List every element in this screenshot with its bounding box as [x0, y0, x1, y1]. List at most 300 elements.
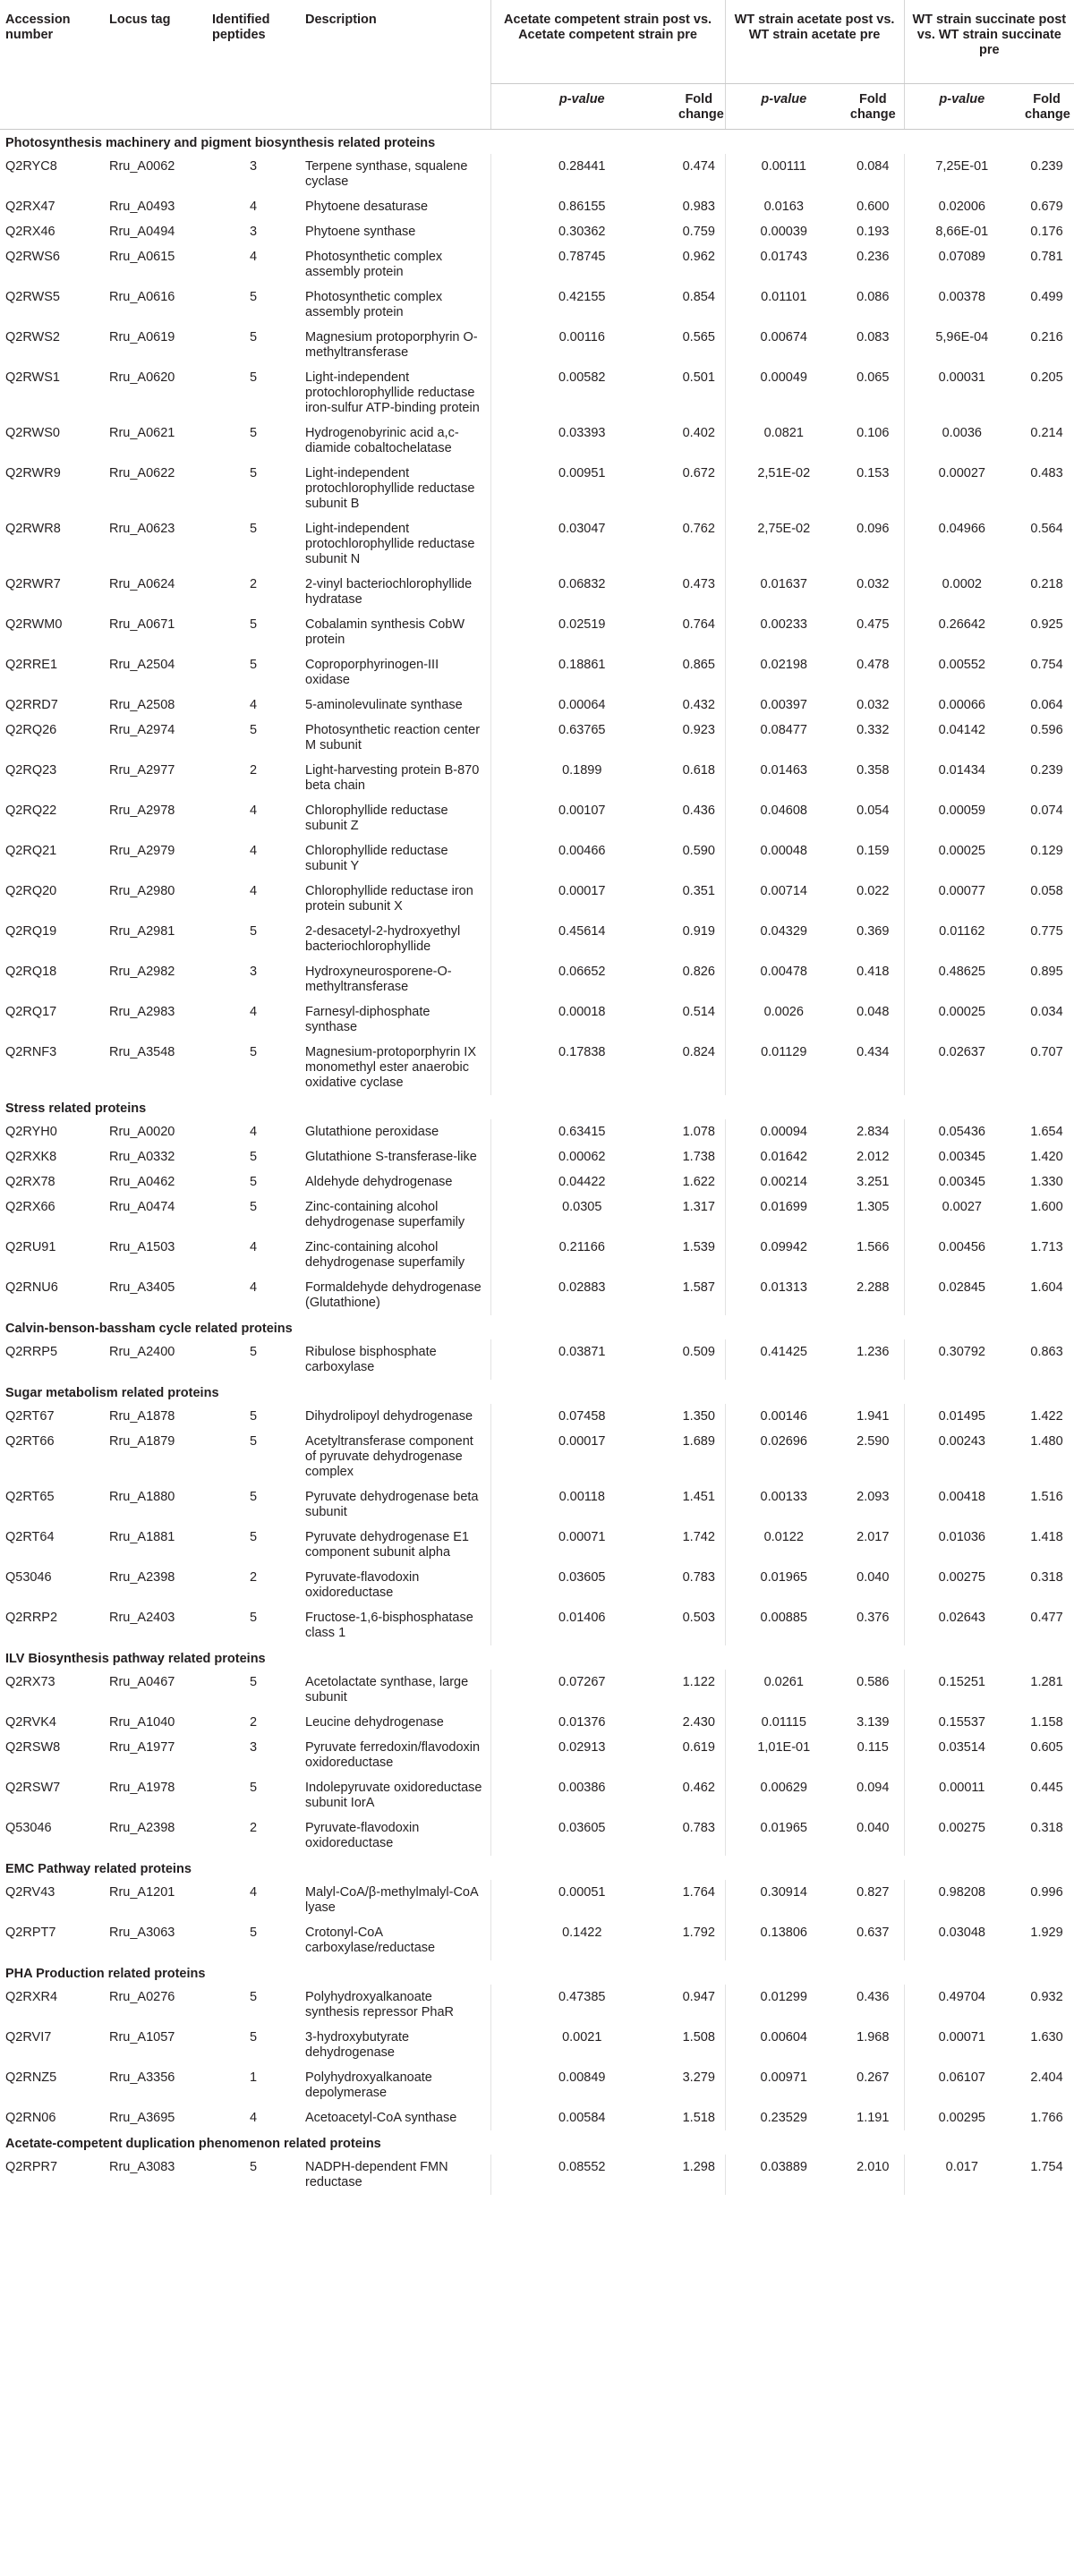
description-cell: Chlorophyllide reductase subunit Z [305, 803, 448, 833]
table-row [0, 285, 1074, 325]
description-cell: Pyruvate ferredoxin/flavodoxin oxidoreductase [305, 1740, 481, 1770]
locus-tag-cell: Rru_A0622 [109, 466, 175, 480]
section-header-row [0, 2130, 1074, 2155]
description-cell: 5-aminolevulinate synthase [305, 698, 463, 712]
fold-change-cell: 2.012 [857, 1150, 890, 1164]
fold-change-cell: 0.679 [1030, 200, 1063, 214]
description-cell: Dihydrolipoyl dehydrogenase [305, 1409, 473, 1424]
locus-tag-cell: Rru_A0621 [109, 426, 175, 440]
fold-change-cell: 1.078 [682, 1125, 715, 1139]
description-cell: Pyruvate-flavodoxin oxidoreductase [305, 1821, 420, 1850]
pvalue-cell: 0.00456 [904, 1235, 1019, 1275]
table-row [0, 194, 1074, 219]
fold-change-cell: 0.040 [857, 1570, 890, 1585]
accession-cell: Q2RWS6 [5, 250, 60, 264]
locus-tag-cell: Rru_A2981 [109, 924, 175, 939]
pvalue-cell: 0.00418 [904, 1484, 1019, 1525]
pvalue-cell: 7,25E-01 [904, 154, 1019, 194]
locus-tag-cell: Rru_A0493 [109, 200, 175, 214]
fold-change-cell: 0.596 [1030, 723, 1063, 737]
peptides-cell: 4 [249, 803, 258, 818]
table-row [0, 461, 1074, 516]
peptides-cell: 5 [249, 1045, 258, 1059]
table-row [0, 959, 1074, 999]
pvalue-cell: 0.02845 [904, 1275, 1019, 1315]
pvalue-cell: 0.04422 [490, 1169, 673, 1194]
fold-change-cell: 0.034 [1030, 1005, 1063, 1019]
fold-change-cell: 1.420 [1030, 1150, 1063, 1164]
peptides-cell: 5 [249, 1675, 258, 1689]
table-row [0, 516, 1074, 572]
description-cell: Aldehyde dehydrogenase [305, 1175, 453, 1189]
pvalue-cell: 0.98208 [904, 1880, 1019, 1920]
fold-change-cell: 0.754 [1030, 658, 1063, 672]
peptides-cell: 4 [249, 1885, 258, 1900]
description-cell: Polyhydroxyalkanoate depolymerase [305, 2070, 432, 2100]
locus-tag-cell: Rru_A1880 [109, 1490, 175, 1504]
fold-change-cell: 1.738 [682, 1150, 715, 1164]
pvalue-cell: 0.00378 [904, 285, 1019, 325]
table-row [0, 421, 1074, 461]
description-cell: Malyl-CoA/β-methylmalyl-CoA lyase [305, 1885, 478, 1915]
description-cell: Acetoacetyl-CoA synthase [305, 2111, 457, 2125]
fold-change-cell: 0.462 [682, 1781, 715, 1795]
table-row [0, 1920, 1074, 1960]
fold-change-cell: 0.775 [1030, 924, 1063, 939]
pvalue-cell: 0.01162 [904, 919, 1019, 959]
table-row [0, 1339, 1074, 1380]
pvalue-cell: 0.26642 [904, 612, 1019, 652]
table-row [0, 1429, 1074, 1484]
fold-change-cell: 0.707 [1030, 1045, 1063, 1059]
accession-cell: Q2RWS2 [5, 330, 60, 344]
locus-tag-cell: Rru_A3695 [109, 2111, 175, 2125]
peptides-cell: 4 [249, 250, 258, 264]
table-row [0, 758, 1074, 798]
fold-change-cell: 0.605 [1030, 1740, 1063, 1755]
locus-tag-cell: Rru_A0620 [109, 370, 175, 385]
pvalue-cell: 0.0002 [904, 572, 1019, 612]
fold-change-cell: 0.129 [1030, 844, 1063, 858]
fold-change-cell: 1.587 [682, 1280, 715, 1295]
description-cell: Pyruvate-flavodoxin oxidoreductase [305, 1570, 420, 1600]
header-pvalue: p-value [904, 84, 1019, 130]
fold-change-cell: 0.499 [1030, 290, 1063, 304]
fold-change-cell: 1.518 [682, 2111, 715, 2125]
pvalue-cell: 0.00604 [725, 2025, 842, 2065]
fold-change-cell: 0.473 [682, 577, 715, 591]
pvalue-cell: 0.78745 [490, 244, 673, 285]
table-row [0, 652, 1074, 693]
peptides-cell: 1 [249, 2070, 258, 2085]
peptides-cell: 5 [249, 370, 258, 385]
peptides-cell: 5 [249, 658, 258, 672]
peptides-cell: 5 [249, 1926, 258, 1940]
fold-change-cell: 0.619 [682, 1740, 715, 1755]
fold-change-cell: 1.766 [1030, 2111, 1063, 2125]
pvalue-cell: 0.09942 [725, 1235, 842, 1275]
table-body [0, 130, 1074, 2196]
pvalue-cell: 0.00011 [904, 1775, 1019, 1815]
fold-change-cell: 0.332 [857, 723, 890, 737]
peptides-cell: 5 [249, 330, 258, 344]
pvalue-cell: 0.00031 [904, 365, 1019, 421]
fold-change-cell: 1.968 [857, 2030, 890, 2045]
fold-change-cell: 0.477 [1030, 1611, 1063, 1625]
accession-cell: Q2RXR4 [5, 1990, 58, 2004]
accession-cell: Q2RNU6 [5, 1280, 58, 1295]
description-cell: Polyhydroxyalkanoate synthesis repressor PhaR [305, 1990, 455, 2019]
pvalue-cell: 0.00295 [904, 2105, 1019, 2130]
accession-cell: Q2RX78 [5, 1175, 55, 1189]
fold-change-cell: 0.590 [682, 844, 715, 858]
fold-change-cell: 0.065 [857, 370, 890, 385]
pvalue-cell: 0.63765 [490, 718, 673, 758]
fold-change-cell: 0.445 [1030, 1781, 1063, 1795]
locus-tag-cell: Rru_A0332 [109, 1150, 175, 1164]
fold-change-cell: 1.422 [1030, 1409, 1063, 1424]
peptides-cell: 5 [249, 1611, 258, 1625]
pvalue-cell: 0.0163 [725, 194, 842, 219]
table-row [0, 154, 1074, 194]
pvalue-cell: 0.01743 [725, 244, 842, 285]
fold-change-cell: 0.501 [682, 370, 715, 385]
fold-change-cell: 0.214 [1030, 426, 1063, 440]
fold-change-cell: 1.941 [857, 1409, 890, 1424]
fold-change-cell: 0.115 [857, 1740, 889, 1755]
pvalue-cell: 0.00027 [904, 461, 1019, 516]
fold-change-cell: 0.418 [857, 965, 890, 979]
fold-change-cell: 0.096 [857, 522, 890, 536]
pvalue-cell: 0.01699 [725, 1194, 842, 1235]
fold-change-cell: 0.478 [857, 658, 890, 672]
fold-change-cell: 2.590 [857, 1434, 890, 1449]
header-fold-change: Fold change [842, 84, 904, 130]
table-row [0, 2105, 1074, 2130]
locus-tag-cell: Rru_A2974 [109, 723, 175, 737]
pvalue-cell: 0.01637 [725, 572, 842, 612]
table-row [0, 1235, 1074, 1275]
accession-cell: Q2RQ18 [5, 965, 57, 979]
fold-change-cell: 0.236 [857, 250, 890, 264]
fold-change-cell: 1.516 [1030, 1490, 1063, 1504]
pvalue-cell: 0.00071 [490, 1525, 673, 1565]
description-cell: Terpene synthase, squalene cyclase [305, 159, 468, 189]
fold-change-cell: 1.330 [1030, 1175, 1063, 1189]
fold-change-cell: 0.402 [682, 426, 715, 440]
accession-cell: Q2RQ17 [5, 1005, 57, 1019]
accession-cell: Q2RU91 [5, 1240, 56, 1254]
accession-cell: Q2RQ23 [5, 763, 57, 778]
fold-change-cell: 0.434 [857, 1045, 890, 1059]
accession-cell: Q2RT66 [5, 1434, 55, 1449]
pvalue-cell: 0.01965 [725, 1565, 842, 1605]
accession-cell: Q2RV43 [5, 1885, 55, 1900]
fold-change-cell: 0.032 [857, 577, 890, 591]
pvalue-cell: 0.03047 [490, 516, 673, 572]
fold-change-cell: 0.436 [857, 1990, 890, 2004]
fold-change-cell: 0.239 [1030, 159, 1063, 174]
peptides-cell: 3 [249, 1740, 258, 1755]
fold-change-cell: 0.040 [857, 1821, 890, 1835]
pvalue-cell: 0.01101 [725, 285, 842, 325]
locus-tag-cell: Rru_A0474 [109, 1200, 175, 1214]
fold-change-cell: 1.236 [857, 1345, 890, 1359]
fold-change-cell: 1.600 [1030, 1200, 1063, 1214]
fold-change-cell: 0.996 [1030, 1885, 1063, 1900]
pvalue-cell: 2,75E-02 [725, 516, 842, 572]
accession-cell: Q2RRE1 [5, 658, 58, 672]
fold-change-cell: 0.826 [682, 965, 715, 979]
pvalue-cell: 0.03871 [490, 1339, 673, 1380]
description-cell: Cobalamin synthesis CobW protein [305, 617, 465, 647]
table-row [0, 798, 1074, 838]
locus-tag-cell: Rru_A3083 [109, 2160, 175, 2174]
locus-tag-cell: Rru_A1201 [109, 1885, 175, 1900]
fold-change-cell: 0.618 [682, 763, 715, 778]
section-header-row [0, 1095, 1074, 1119]
pvalue-cell: 0.02643 [904, 1605, 1019, 1645]
accession-cell: Q53046 [5, 1821, 52, 1835]
fold-change-cell: 0.351 [682, 884, 715, 898]
description-cell: Magnesium protoporphyrin O-methyltransferase [305, 330, 478, 360]
pvalue-cell: 0.0021 [490, 2025, 673, 2065]
fold-change-cell: 0.216 [1030, 330, 1063, 344]
table-row [0, 879, 1074, 919]
description-cell: Indolepyruvate oxidoreductase subunit IorA [305, 1781, 482, 1810]
fold-change-cell: 0.159 [857, 844, 890, 858]
locus-tag-cell: Rru_A2978 [109, 803, 175, 818]
peptides-cell: 5 [249, 1200, 258, 1214]
section-title: Photosynthesis machinery and pigment biosynthesis related proteins [5, 136, 436, 150]
peptides-cell: 4 [249, 1280, 258, 1295]
peptides-cell: 5 [249, 1990, 258, 2004]
fold-change-cell: 1.539 [682, 1240, 715, 1254]
accession-cell: Q2RNZ5 [5, 2070, 57, 2085]
pvalue-cell: 0.00885 [725, 1605, 842, 1645]
fold-change-cell: 0.509 [682, 1345, 715, 1359]
fold-change-cell: 1.451 [682, 1490, 715, 1504]
header-group-wt-acetate: WT strain acetate post vs. WT strain acetate pre [725, 0, 904, 84]
peptides-cell: 3 [249, 159, 258, 174]
fold-change-cell: 1.305 [857, 1200, 890, 1214]
pvalue-cell: 1,01E-01 [725, 1735, 842, 1775]
description-cell: Acetyltransferase component of pyruvate dehydrogenase complex [305, 1434, 473, 1479]
accession-cell: Q2RSW8 [5, 1740, 61, 1755]
accession-cell: Q2RQ20 [5, 884, 57, 898]
pvalue-cell: 0.01115 [725, 1710, 842, 1735]
pvalue-cell: 0.00951 [490, 461, 673, 516]
accession-cell: Q2RWM0 [5, 617, 63, 632]
pvalue-cell: 0.00017 [490, 1429, 673, 1484]
locus-tag-cell: Rru_A2398 [109, 1570, 175, 1585]
locus-tag-cell: Rru_A1057 [109, 2030, 175, 2045]
description-cell: Light-independent protochlorophyllide reductase subunit B [305, 466, 475, 511]
fold-change-cell: 0.600 [857, 200, 890, 214]
fold-change-cell: 1.792 [682, 1926, 715, 1940]
description-cell: Glutathione peroxidase [305, 1125, 439, 1139]
pvalue-cell: 0.07089 [904, 244, 1019, 285]
pvalue-cell: 0.01463 [725, 758, 842, 798]
fold-change-cell: 0.762 [682, 522, 715, 536]
pvalue-cell: 0.00111 [725, 154, 842, 194]
pvalue-cell: 0.00478 [725, 959, 842, 999]
table-row [0, 1169, 1074, 1194]
section-header-row [0, 1645, 1074, 1670]
fold-change-cell: 0.084 [857, 159, 890, 174]
peptides-cell: 5 [249, 1175, 258, 1189]
pvalue-cell: 0.1899 [490, 758, 673, 798]
pvalue-cell: 0.00025 [904, 838, 1019, 879]
fold-change-cell: 1.622 [682, 1175, 715, 1189]
peptides-cell: 5 [249, 1490, 258, 1504]
fold-change-cell: 0.483 [1030, 466, 1063, 480]
locus-tag-cell: Rru_A0616 [109, 290, 175, 304]
pvalue-cell: 0.02913 [490, 1735, 673, 1775]
pvalue-cell: 0.03393 [490, 421, 673, 461]
fold-change-cell: 0.824 [682, 1045, 715, 1059]
description-cell: Hydrogenobyrinic acid a,c-diamide cobaltochelatase [305, 426, 459, 455]
header-pvalue: p-value [725, 84, 842, 130]
locus-tag-cell: Rru_A2403 [109, 1611, 175, 1625]
fold-change-cell: 1.508 [682, 2030, 715, 2045]
pvalue-cell: 0.07267 [490, 1670, 673, 1710]
table-row [0, 572, 1074, 612]
pvalue-cell: 0.30792 [904, 1339, 1019, 1380]
header-group-wt-succinate: WT strain succinate post vs. WT strain succinate pre [904, 0, 1074, 84]
pvalue-cell: 0.00243 [904, 1429, 1019, 1484]
accession-cell: Q53046 [5, 1570, 52, 1585]
accession-cell: Q2RQ22 [5, 803, 57, 818]
pvalue-cell: 0.00629 [725, 1775, 842, 1815]
pvalue-cell: 0.00275 [904, 1565, 1019, 1605]
fold-change-cell: 0.564 [1030, 522, 1063, 536]
fold-change-cell: 0.369 [857, 924, 890, 939]
locus-tag-cell: Rru_A2504 [109, 658, 175, 672]
peptides-cell: 2 [249, 1821, 258, 1835]
locus-tag-cell: Rru_A0467 [109, 1675, 175, 1689]
table-row [0, 365, 1074, 421]
pvalue-cell: 0.30362 [490, 219, 673, 244]
peptides-cell: 5 [249, 2030, 258, 2045]
fold-change-cell: 0.637 [857, 1926, 890, 1940]
pvalue-cell: 0.21166 [490, 1235, 673, 1275]
pvalue-cell: 0.42155 [490, 285, 673, 325]
locus-tag-cell: Rru_A1878 [109, 1409, 175, 1424]
pvalue-cell: 0.00214 [725, 1169, 842, 1194]
pvalue-cell: 0.00062 [490, 1144, 673, 1169]
pvalue-cell: 0.03514 [904, 1735, 1019, 1775]
fold-change-cell: 0.475 [857, 617, 890, 632]
locus-tag-cell: Rru_A0671 [109, 617, 175, 632]
accession-cell: Q2RX46 [5, 225, 55, 239]
accession-cell: Q2RWR7 [5, 577, 61, 591]
pvalue-cell: 0.00049 [725, 365, 842, 421]
pvalue-cell: 0.02637 [904, 1040, 1019, 1095]
fold-change-cell: 0.783 [682, 1821, 715, 1835]
description-cell: Coproporphyrinogen-III oxidase [305, 658, 439, 687]
pvalue-cell: 0.04966 [904, 516, 1019, 572]
pvalue-cell: 0.03048 [904, 1920, 1019, 1960]
peptides-cell: 4 [249, 884, 258, 898]
locus-tag-cell: Rru_A0462 [109, 1175, 175, 1189]
pvalue-cell: 0.15251 [904, 1670, 1019, 1710]
pvalue-cell: 0.41425 [725, 1339, 842, 1380]
section-header-row [0, 1380, 1074, 1404]
peptides-cell: 5 [249, 617, 258, 632]
header-pvalue: p-value [490, 84, 673, 130]
pvalue-cell: 0.00849 [490, 2065, 673, 2105]
pvalue-cell: 0.01299 [725, 1985, 842, 2025]
table-row [0, 1775, 1074, 1815]
pvalue-cell: 0.03605 [490, 1565, 673, 1605]
fold-change-cell: 0.672 [682, 466, 715, 480]
pvalue-cell: 0.00386 [490, 1775, 673, 1815]
fold-change-cell: 0.923 [682, 723, 715, 737]
accession-cell: Q2RQ21 [5, 844, 57, 858]
pvalue-cell: 0.02198 [725, 652, 842, 693]
pvalue-cell: 5,96E-04 [904, 325, 1019, 365]
locus-tag-cell: Rru_A1040 [109, 1715, 175, 1730]
accession-cell: Q2RWR8 [5, 522, 61, 536]
locus-tag-cell: Rru_A3356 [109, 2070, 175, 2085]
pvalue-cell: 0.00233 [725, 612, 842, 652]
locus-tag-cell: Rru_A0062 [109, 159, 175, 174]
header-locus-tag: Locus tag [104, 0, 207, 130]
fold-change-cell: 0.358 [857, 763, 890, 778]
description-cell: Fructose-1,6-bisphosphatase class 1 [305, 1611, 473, 1640]
description-cell: Chlorophyllide reductase subunit Y [305, 844, 448, 873]
pvalue-cell: 0.07458 [490, 1404, 673, 1429]
pvalue-cell: 0.04608 [725, 798, 842, 838]
table-row [0, 2025, 1074, 2065]
fold-change-cell: 2.093 [857, 1490, 890, 1504]
table-header [0, 0, 1074, 130]
table-row [0, 244, 1074, 285]
fold-change-cell: 0.193 [857, 225, 890, 239]
table-row [0, 1605, 1074, 1645]
fold-change-cell: 1.298 [682, 2160, 715, 2174]
locus-tag-cell: Rru_A1977 [109, 1740, 175, 1755]
table-row [0, 1985, 1074, 2025]
peptides-cell: 5 [249, 2160, 258, 2174]
fold-change-cell: 3.139 [857, 1715, 890, 1730]
fold-change-cell: 0.436 [682, 803, 715, 818]
pvalue-cell: 0.00018 [490, 999, 673, 1040]
pvalue-cell: 0.0036 [904, 421, 1019, 461]
description-cell: Phytoene synthase [305, 225, 416, 239]
fold-change-cell: 0.083 [857, 330, 890, 344]
pvalue-cell: 0.45614 [490, 919, 673, 959]
table-row [0, 2065, 1074, 2105]
description-cell: Photosynthetic complex assembly protein [305, 250, 443, 279]
pvalue-cell: 0.00051 [490, 1880, 673, 1920]
pvalue-cell: 0.01036 [904, 1525, 1019, 1565]
description-cell: Pyruvate dehydrogenase E1 component subunit alpha [305, 1530, 469, 1560]
fold-change-cell: 0.022 [857, 884, 890, 898]
description-cell: Photosynthetic reaction center M subunit [305, 723, 481, 752]
locus-tag-cell: Rru_A2979 [109, 844, 175, 858]
peptides-cell: 5 [249, 1150, 258, 1164]
pvalue-cell: 0.00071 [904, 2025, 1019, 2065]
table-row [0, 1815, 1074, 1856]
fold-change-cell: 2.017 [857, 1530, 890, 1544]
pvalue-cell: 0.00066 [904, 693, 1019, 718]
pvalue-cell: 0.0122 [725, 1525, 842, 1565]
peptides-cell: 5 [249, 1409, 258, 1424]
locus-tag-cell: Rru_A1879 [109, 1434, 175, 1449]
pvalue-cell: 0.00674 [725, 325, 842, 365]
